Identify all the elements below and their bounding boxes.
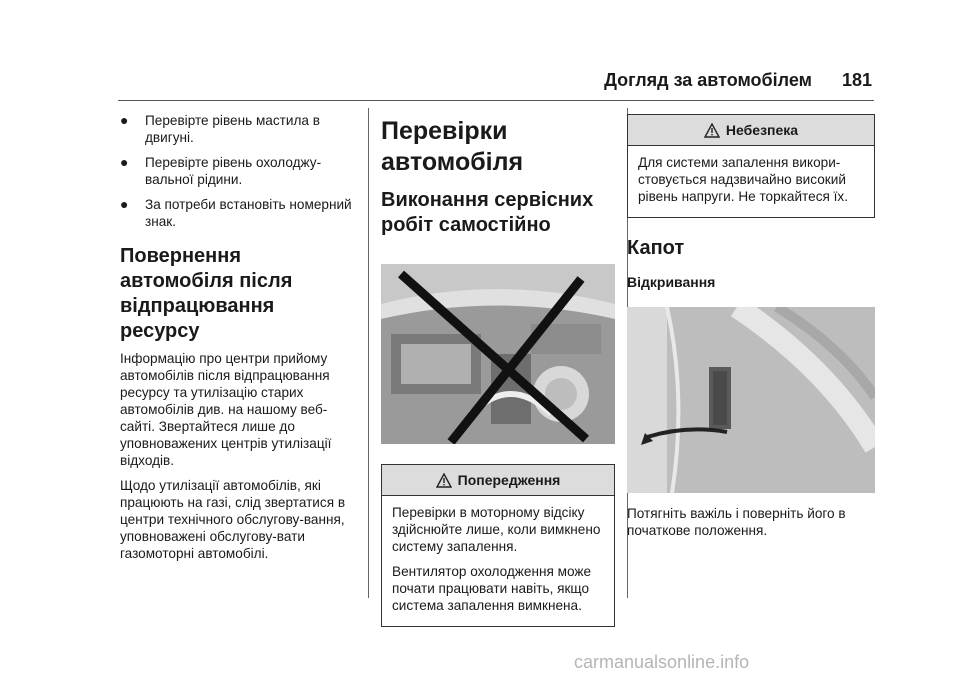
list-item-text: Перевірте рівень охолоджу-вальної рідини. bbox=[145, 155, 322, 187]
list-item bbox=[120, 154, 353, 188]
page-heading: Перевірки автомобіля bbox=[381, 117, 524, 176]
danger-body bbox=[628, 146, 874, 217]
warning-triangle-icon bbox=[436, 473, 452, 488]
subsection-heading: Відкривання bbox=[627, 274, 716, 290]
list-item bbox=[120, 196, 353, 230]
warning-title: Попередження bbox=[457, 471, 561, 488]
figure-caption: Потягніть важіль і поверніть його в початкове положення. bbox=[627, 506, 846, 538]
running-header bbox=[590, 70, 872, 94]
paragraph: Перевірки в моторному відсіку здійснюйте лише, коли вимкнено систему запалення. bbox=[392, 505, 601, 554]
danger-box-header bbox=[628, 115, 874, 146]
warning-body bbox=[382, 496, 614, 626]
watermark: carmanualsonline.info bbox=[574, 652, 750, 672]
section-heading: Капот bbox=[627, 237, 685, 259]
danger-title: Небезпека bbox=[725, 121, 799, 138]
section-title: Догляд за автомобілем bbox=[604, 70, 812, 90]
bullet-icon: ● bbox=[120, 154, 129, 170]
paragraph: Інформацію про центри прийому автомобілів після відпрацювання ресурсу та утилізацію старих автомобілів див. на нашому веб-сайті. Звертайтеся лише до уповноважених центрів утилізації відходів. bbox=[120, 351, 332, 468]
column-left bbox=[120, 110, 353, 570]
engine-bay-illustration bbox=[381, 264, 615, 444]
list-item-text: За потреби встановіть номерний знак. bbox=[145, 197, 352, 229]
bullet-icon: ● bbox=[120, 112, 129, 128]
hood-release-lever-illustration bbox=[627, 307, 875, 493]
warning-triangle-icon bbox=[704, 123, 720, 138]
danger-box bbox=[627, 114, 875, 218]
warning-box bbox=[381, 464, 615, 627]
column-divider-1 bbox=[368, 108, 369, 598]
list-item-text: Перевірте рівень мастила в двигуні. bbox=[145, 113, 320, 145]
column-middle bbox=[381, 110, 615, 627]
subsection-heading: Виконання сервісних робіт самостійно bbox=[381, 189, 594, 236]
paragraph: Щодо утилізації автомобілів, які працюють на газі, слід звертатися в центри технічного обслугову-вання, уповноважені обслугову-вати газомоторні автомобілі. bbox=[120, 478, 346, 561]
paragraph: Для системи запалення викори-стовується надзвичайно високий рівень напруги. Не торкайтеся їх. bbox=[638, 155, 848, 204]
page-number: 181 bbox=[841, 70, 872, 90]
paragraph: Вентилятор охолодження може почати працювати навіть, якщо система запалення вимкнена. bbox=[392, 564, 592, 613]
warning-box-header bbox=[382, 465, 614, 496]
header-rule bbox=[118, 100, 874, 101]
column-right bbox=[627, 110, 875, 547]
bullet-icon: ● bbox=[120, 196, 129, 212]
list-item bbox=[120, 112, 353, 146]
section-heading: Повернення автомобіля після відпрацювання ресурсу bbox=[120, 245, 293, 342]
